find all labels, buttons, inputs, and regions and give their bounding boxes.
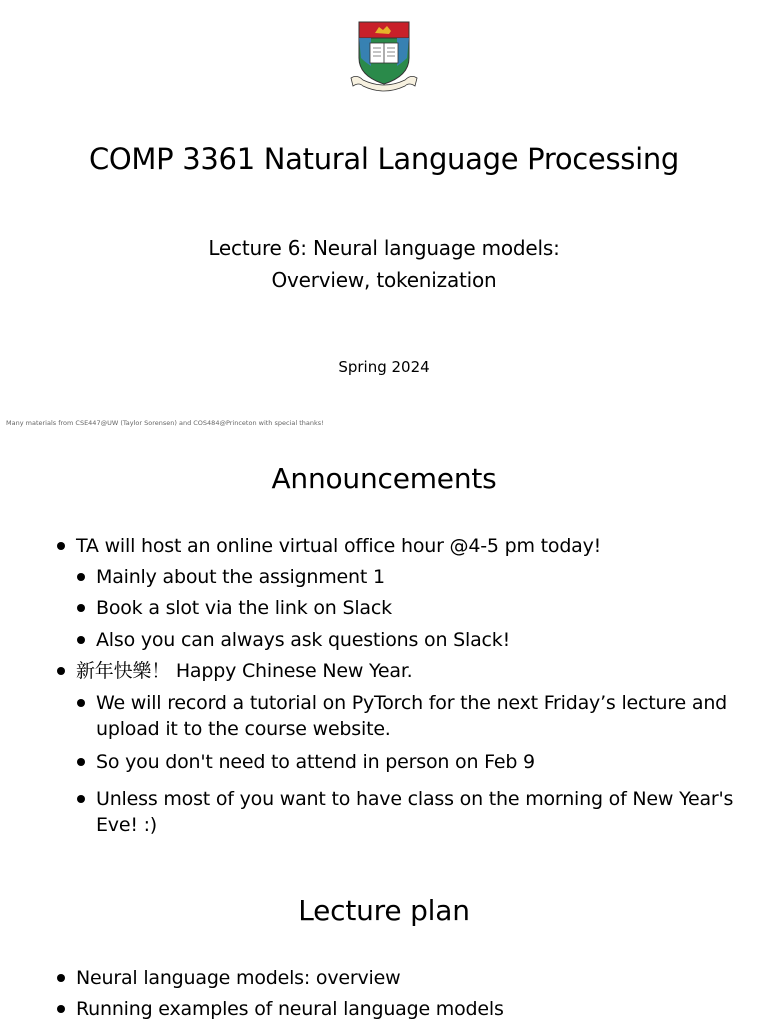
list-item [96, 595, 736, 621]
term-label: Spring 2024 [338, 358, 430, 376]
list-item-text: Also you can always ask questions on Slack! [96, 629, 511, 651]
bullet-icon [77, 699, 85, 707]
credits-note: Many materials from CSE447@UW (Taylor Sorensen) and COS484@Princeton with special thanks! [6, 419, 324, 427]
list-item [76, 996, 746, 1022]
list-item-text: Running examples of neural language models [76, 998, 504, 1020]
list-item [96, 564, 736, 590]
list-item [96, 690, 736, 742]
list-item [96, 627, 736, 653]
bullet-icon [57, 1005, 65, 1013]
list-item [96, 749, 736, 775]
list-item-text: Mainly about the assignment 1 [96, 566, 385, 588]
list-item [76, 965, 746, 991]
list-item [76, 658, 746, 684]
title-slide [0, 0, 768, 440]
list-item-text: We will record a tutorial on PyTorch for the next Friday’s lecture and upload it to the course website. [96, 692, 728, 740]
list-item [76, 533, 746, 559]
bullet-icon [77, 636, 85, 644]
list-item-text: Unless most of you want to have class on the morning of New Year's Eve! :) [96, 788, 734, 836]
bullet-icon [77, 604, 85, 612]
bullet-icon [57, 974, 65, 982]
bullet-icon [77, 573, 85, 581]
announcements-slide [0, 440, 768, 860]
list-item-text: Book a slot via the link on Slack [96, 597, 392, 619]
bullet-icon [77, 758, 85, 766]
bullet-icon [57, 542, 65, 550]
lecture-plan-slide [0, 880, 768, 1024]
list-item-text: So you don't need to attend in person on Feb 9 [96, 751, 535, 773]
list-item-text: Neural language models: overview [76, 967, 401, 989]
lecture-plan-heading: Lecture plan [298, 894, 470, 927]
bullet-icon [57, 667, 65, 675]
list-item-text: TA will host an online virtual office hour @4-5 pm today! [76, 535, 602, 557]
university-crest-icon [349, 18, 419, 94]
lecture-subtitle-line-2: Overview, tokenization [271, 268, 497, 292]
list-item-text: 新年快樂！ Happy Chinese New Year. [76, 660, 413, 682]
announcements-heading: Announcements [271, 462, 497, 495]
lecture-subtitle-line-1: Lecture 6: Neural language models: [208, 236, 560, 260]
course-title: COMP 3361 Natural Language Processing [88, 142, 680, 176]
list-item [96, 786, 736, 838]
bullet-icon [77, 795, 85, 803]
